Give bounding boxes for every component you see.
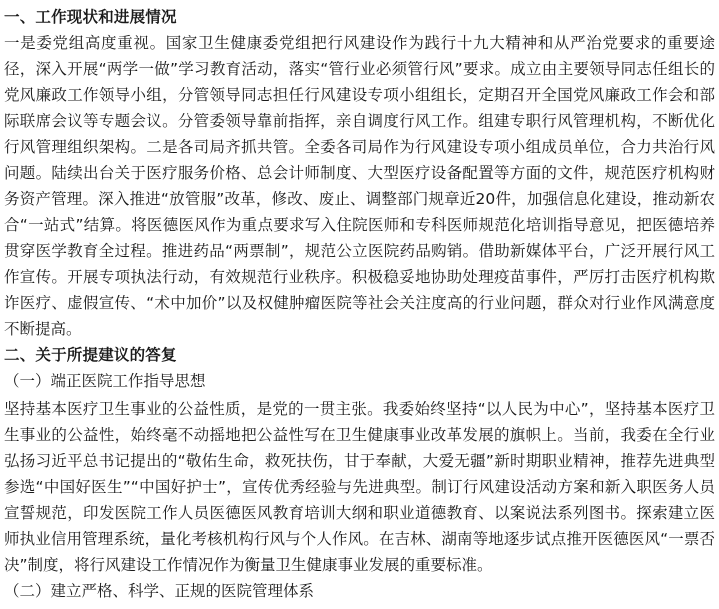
section-heading-status: 一、工作现状和进展情况 (4, 8, 177, 26)
subsection-paragraph-guiding-thought: 坚持基本医疗卫生事业的公益性质，是党的一贯主张。我委始终坚持“以人民为中心”，坚持基本医疗卫生事业的公益性，始终毫不动摇地把公益性写在卫生健康事业改革发展的旗帜上。当前，我委在全行业弘扬习近平总书记提出的“敬佑生命，救死扶伤，甘于奉献，大爱无疆”新时期职业精神，推荐先进典型参选“中国好医生”“中国好护士”，宣传优秀经验与先进典型。制订行风建设活动方案和新入职医务人员宣誓规范，印发医院工作人员医德医风教育培训大纲和职业道德教育、以案说法系列图书。探索建立医师执业信用管理系统，量化考核机构行风与个人作风。在吉林、湖南等地逐步试点推开医德医风“一票否决”制度，将行风建设工作情况作为衡量卫生健康事业发展的重要标准。 (4, 400, 715, 574)
subsection-title-guiding-thought: （一）端正医院工作指导思想 (4, 372, 206, 390)
section-heading-reply: 二、关于所提建议的答复 (4, 346, 177, 364)
section-paragraph-status: 一是委党组高度重视。国家卫生健康委党组把行风建设作为践行十九大精神和从严治党要求的重要途径，深入开展“两学一做”学习教育活动，落实“管行业必须管行风”要求。成立由主要领导同志任组长的党风廉政工作领导小组，分管领导同志担任行风建设专项小组组长，定期召开全国党风廉政工作会和部际联席会议等专题会议。分管委领导靠前指挥，亲自调度行风工作。组建专职行风管理机构，不断优化行风管理组织架构。二是各司局齐抓共管。全委各司局作为行风建设专项小组成员单位，合力共治行风问题。陆续出台关于医疗服务价格、总会计师制度、大型医疗设备配置等方面的文件，规范医疗机构财务资产管理。深入推进“放管服”改革，修改、废止、调整部门规章近20件，加强信息化建设，推动新农合“一站式”结算。将医德医风作为重点要求写入住院医师和专科医师规范化培训指导意见，把医德培养贯穿医学教育全过程。推进药品“两票制”，规范公立医院药品购销。借助新媒体平台，广泛开展行风工作宣传。开展专项执法行动，有效规范行业秩序。积极稳妥地协助处理疫苗事件，严厉打击医疗机构欺诈医疗、虚假宣传、“术中加价”以及权健肿瘤医院等社会关注度高的行业问题，群众对行业作风满意度不断提高。 (4, 34, 715, 338)
subsection-title-management-system: （二）建立严格、科学、正规的医院管理体系 (4, 582, 315, 600)
